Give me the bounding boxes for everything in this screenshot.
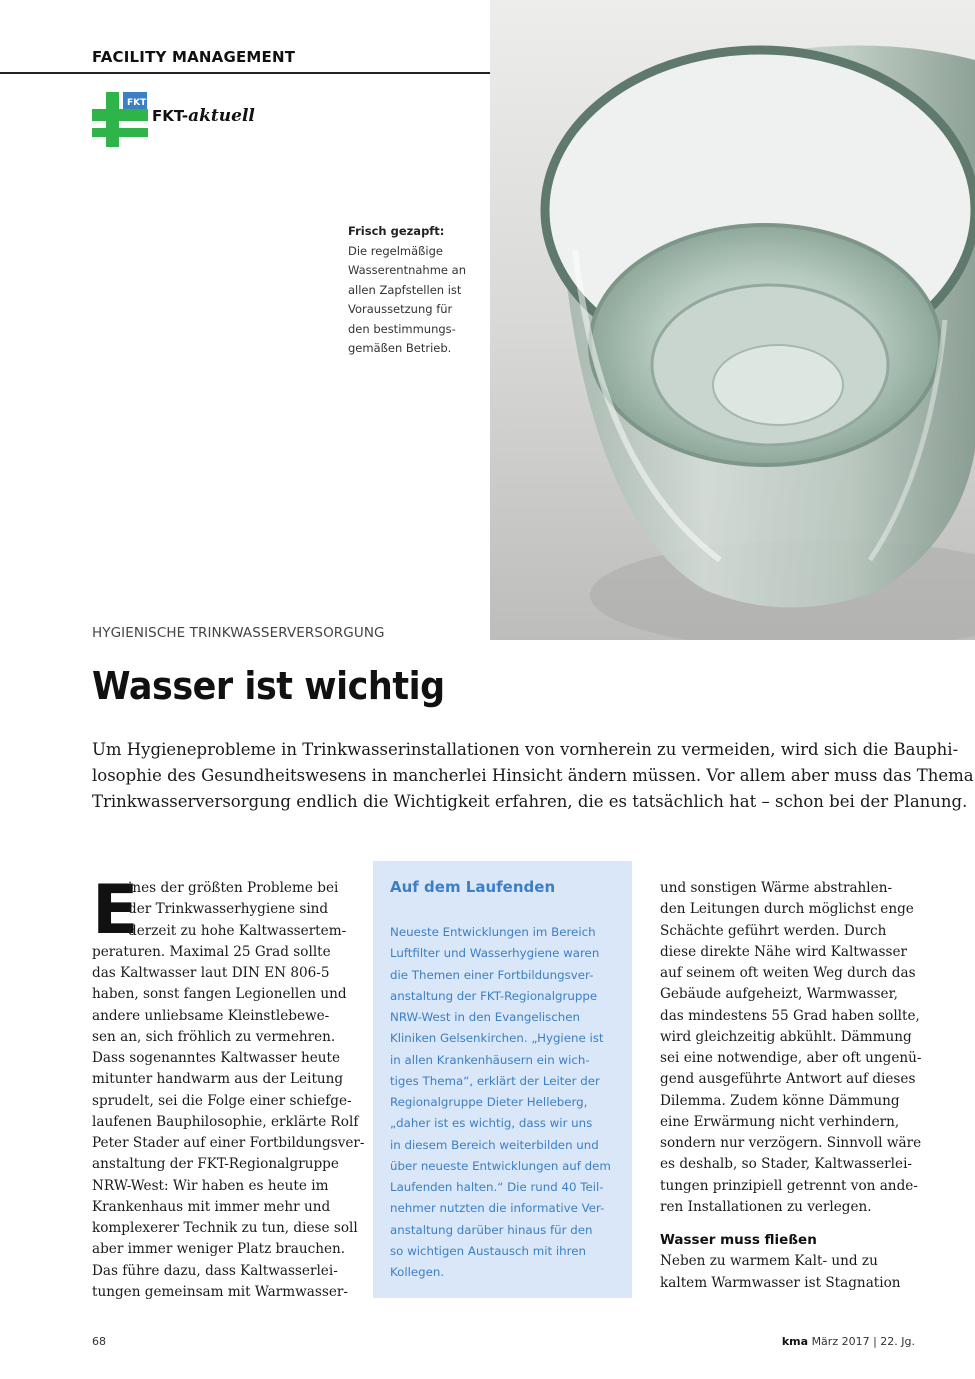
caption-line: gemäßen Betrieb. <box>348 341 452 355</box>
body-line: Dilemma. Zudem könne Dämmung <box>660 1092 900 1109</box>
body-line: ren Installationen zu verlegen. <box>660 1198 872 1215</box>
body-line: anstaltung der FKT-Regionalgruppe <box>92 1156 339 1173</box>
box-line: in diesem Bereich weiterbilden und <box>390 1137 599 1152</box>
body-line: und sonstigen Wärme abstrahlen- <box>660 880 893 896</box>
sidebar-box-title: Auf dem Laufenden <box>390 878 556 896</box>
lead-line: Trinkwasserversorgung endlich die Wichtigkeit erfahren, die es tatsächlich hat – schon bei der Planung. <box>92 792 968 811</box>
sidebar-box-body <box>390 922 626 1283</box>
box-line: in allen Krankenhäusern ein wich- <box>390 1052 590 1067</box>
body-line: das mindestens 55 Grad haben sollte, <box>660 1007 920 1024</box>
body-line: Gebäude aufgeheizt, Warmwasser, <box>660 986 898 1003</box>
body-line: aber immer weniger Platz brauchen. <box>92 1241 346 1258</box>
body-line: sprudelt, sei die Folge einer schiefge- <box>92 1092 352 1109</box>
body-line: eine Erwärmung nicht verhindern, <box>660 1113 900 1130</box>
footer-issue <box>782 1335 915 1348</box>
box-line: anstaltung der FKT-Regionalgruppe <box>390 988 598 1003</box>
box-line: die Themen einer Fortbildungsver- <box>390 967 594 982</box>
section-subheading: Wasser muss fließen <box>660 1232 817 1248</box>
box-line: Laufenden halten.“ Die rund 40 Teil- <box>390 1180 604 1194</box>
body-line: andere unliebsame Kleinstlebewe- <box>92 1007 330 1024</box>
body-line: das Kaltwasser laut DIN EN 806-5 <box>92 965 330 981</box>
body-line: Peter Stader auf einer Fortbildungsver- <box>92 1135 365 1151</box>
body-line: mitunter handwarm aus der Leitung <box>92 1071 344 1088</box>
box-line: Kollegen. <box>390 1265 445 1279</box>
body-line: komplexerer Technik zu tun, diese soll <box>92 1220 358 1236</box>
body-line: NRW-West: Wir haben es heute im <box>92 1177 329 1194</box>
drop-cap: E <box>92 871 139 950</box>
body-line: diese direkte Nähe wird Kaltwasser <box>660 943 908 960</box>
caption-line: den bestimmungs- <box>348 321 456 336</box>
box-line: Luftfilter und Wasserhygiene waren <box>390 946 600 961</box>
water-glass-photo <box>490 0 975 640</box>
body-line: laufenen Bauphilosophie, erklärte Rolf <box>92 1113 359 1130</box>
caption-line: allen Zapfstellen ist <box>348 282 462 297</box>
body-line: Schächte geführt werden. Durch <box>660 922 887 939</box>
box-line: NRW-West in den Evangelischen <box>390 1010 581 1024</box>
lead-line: losophie des Gesundheitswesens in mancherlei Hinsicht ändern müssen. Vor allem aber muss das Thema <box>92 766 974 785</box>
caption-title: Frisch gezapft: <box>348 224 445 238</box>
footer-brand: kma <box>781 1335 809 1348</box>
box-line: so wichtigen Austausch mit ihren <box>390 1243 586 1258</box>
body-line: sen an, sich fröhlich zu vermehren. <box>92 1028 336 1045</box>
page-number: 68 <box>92 1335 106 1348</box>
box-line: Neueste Entwicklungen im Bereich <box>390 925 596 939</box>
caption-line: Wasserentnahme an <box>348 263 466 277</box>
body-line: wird gleichzeitig abkühlt. Dämmung <box>660 1028 912 1045</box>
body-line: auf seinem oft weiten Weg durch das <box>660 965 916 981</box>
footer-issue-text: März 2017 | 22. Jg. <box>811 1335 915 1348</box>
article-lead <box>92 737 974 815</box>
body-line: kaltem Warmwasser ist Stagnation <box>660 1274 901 1291</box>
article-kicker: HYGIENISCHE TRINKWASSERVERSORGUNG <box>92 625 385 641</box>
box-line: „daher ist es wichtig, dass wir uns <box>390 1116 593 1131</box>
body-line: peraturen. Maximal 25 Grad sollte <box>92 943 331 960</box>
box-line: Regionalgruppe Dieter Helleberg, <box>390 1095 588 1109</box>
body-line: Neben zu warmem Kalt- und zu <box>660 1253 878 1270</box>
lead-line: Um Hygieneprobleme in Trinkwasserinstallationen von vornherein zu vermeiden, wird sich die Bauphi- <box>92 740 959 759</box>
section-header: FACILITY MANAGEMENT <box>92 48 296 66</box>
box-line: anstaltung darüber hinaus für den <box>390 1222 593 1237</box>
body-line: Dass sogenanntes Kaltwasser heute <box>92 1050 341 1066</box>
body-line: derzeit zu hohe Kaltwassertem- <box>128 922 347 939</box>
body-line: tungen prinzipiell getrennt von ande- <box>660 1177 918 1194</box>
body-line: den Leitungen durch möglichst enge <box>660 901 914 918</box>
body-line: sei eine notwendige, aber oft ungenü- <box>660 1050 922 1066</box>
logo-text: FKT-aktuell <box>152 106 255 126</box>
body-line: Das führe dazu, dass Kaltwasserlei- <box>92 1262 338 1279</box>
logo-mark: FKT <box>127 98 147 108</box>
body-line: der Trinkwasserhygiene sind <box>128 901 329 918</box>
caption-line: Voraussetzung für <box>348 302 453 316</box>
article-headline: Wasser ist wichtig <box>92 664 445 708</box>
body-line: gend ausgeführte Antwort auf dieses <box>660 1071 916 1088</box>
body-line: haben, sonst fangen Legionellen und <box>92 986 347 1003</box>
body-line: es deshalb, so Stader, Kaltwasserlei- <box>660 1156 913 1173</box>
body-line: sondern nur verzögern. Sinnvoll wäre <box>660 1135 922 1151</box>
body-line: ines der größten Probleme bei <box>128 880 339 896</box>
box-line: nehmer nutzten die informative Ver- <box>390 1201 605 1216</box>
caption-line: Die regelmäßige <box>348 243 443 258</box>
header-rule <box>0 72 490 74</box>
body-column-1 <box>92 871 365 1303</box>
photo-caption <box>348 222 468 359</box>
body-column-3 <box>660 878 922 1294</box>
body-line: Krankenhaus mit immer mehr und <box>92 1198 331 1215</box>
box-line: über neueste Entwicklungen auf dem <box>390 1158 611 1173</box>
box-line: Kliniken Gelsenkirchen. „Hygiene ist <box>390 1031 604 1046</box>
body-line: tungen gemeinsam mit Warmwasser- <box>92 1283 349 1300</box>
box-line: tiges Thema“, erklärt der Leiter der <box>390 1073 600 1088</box>
